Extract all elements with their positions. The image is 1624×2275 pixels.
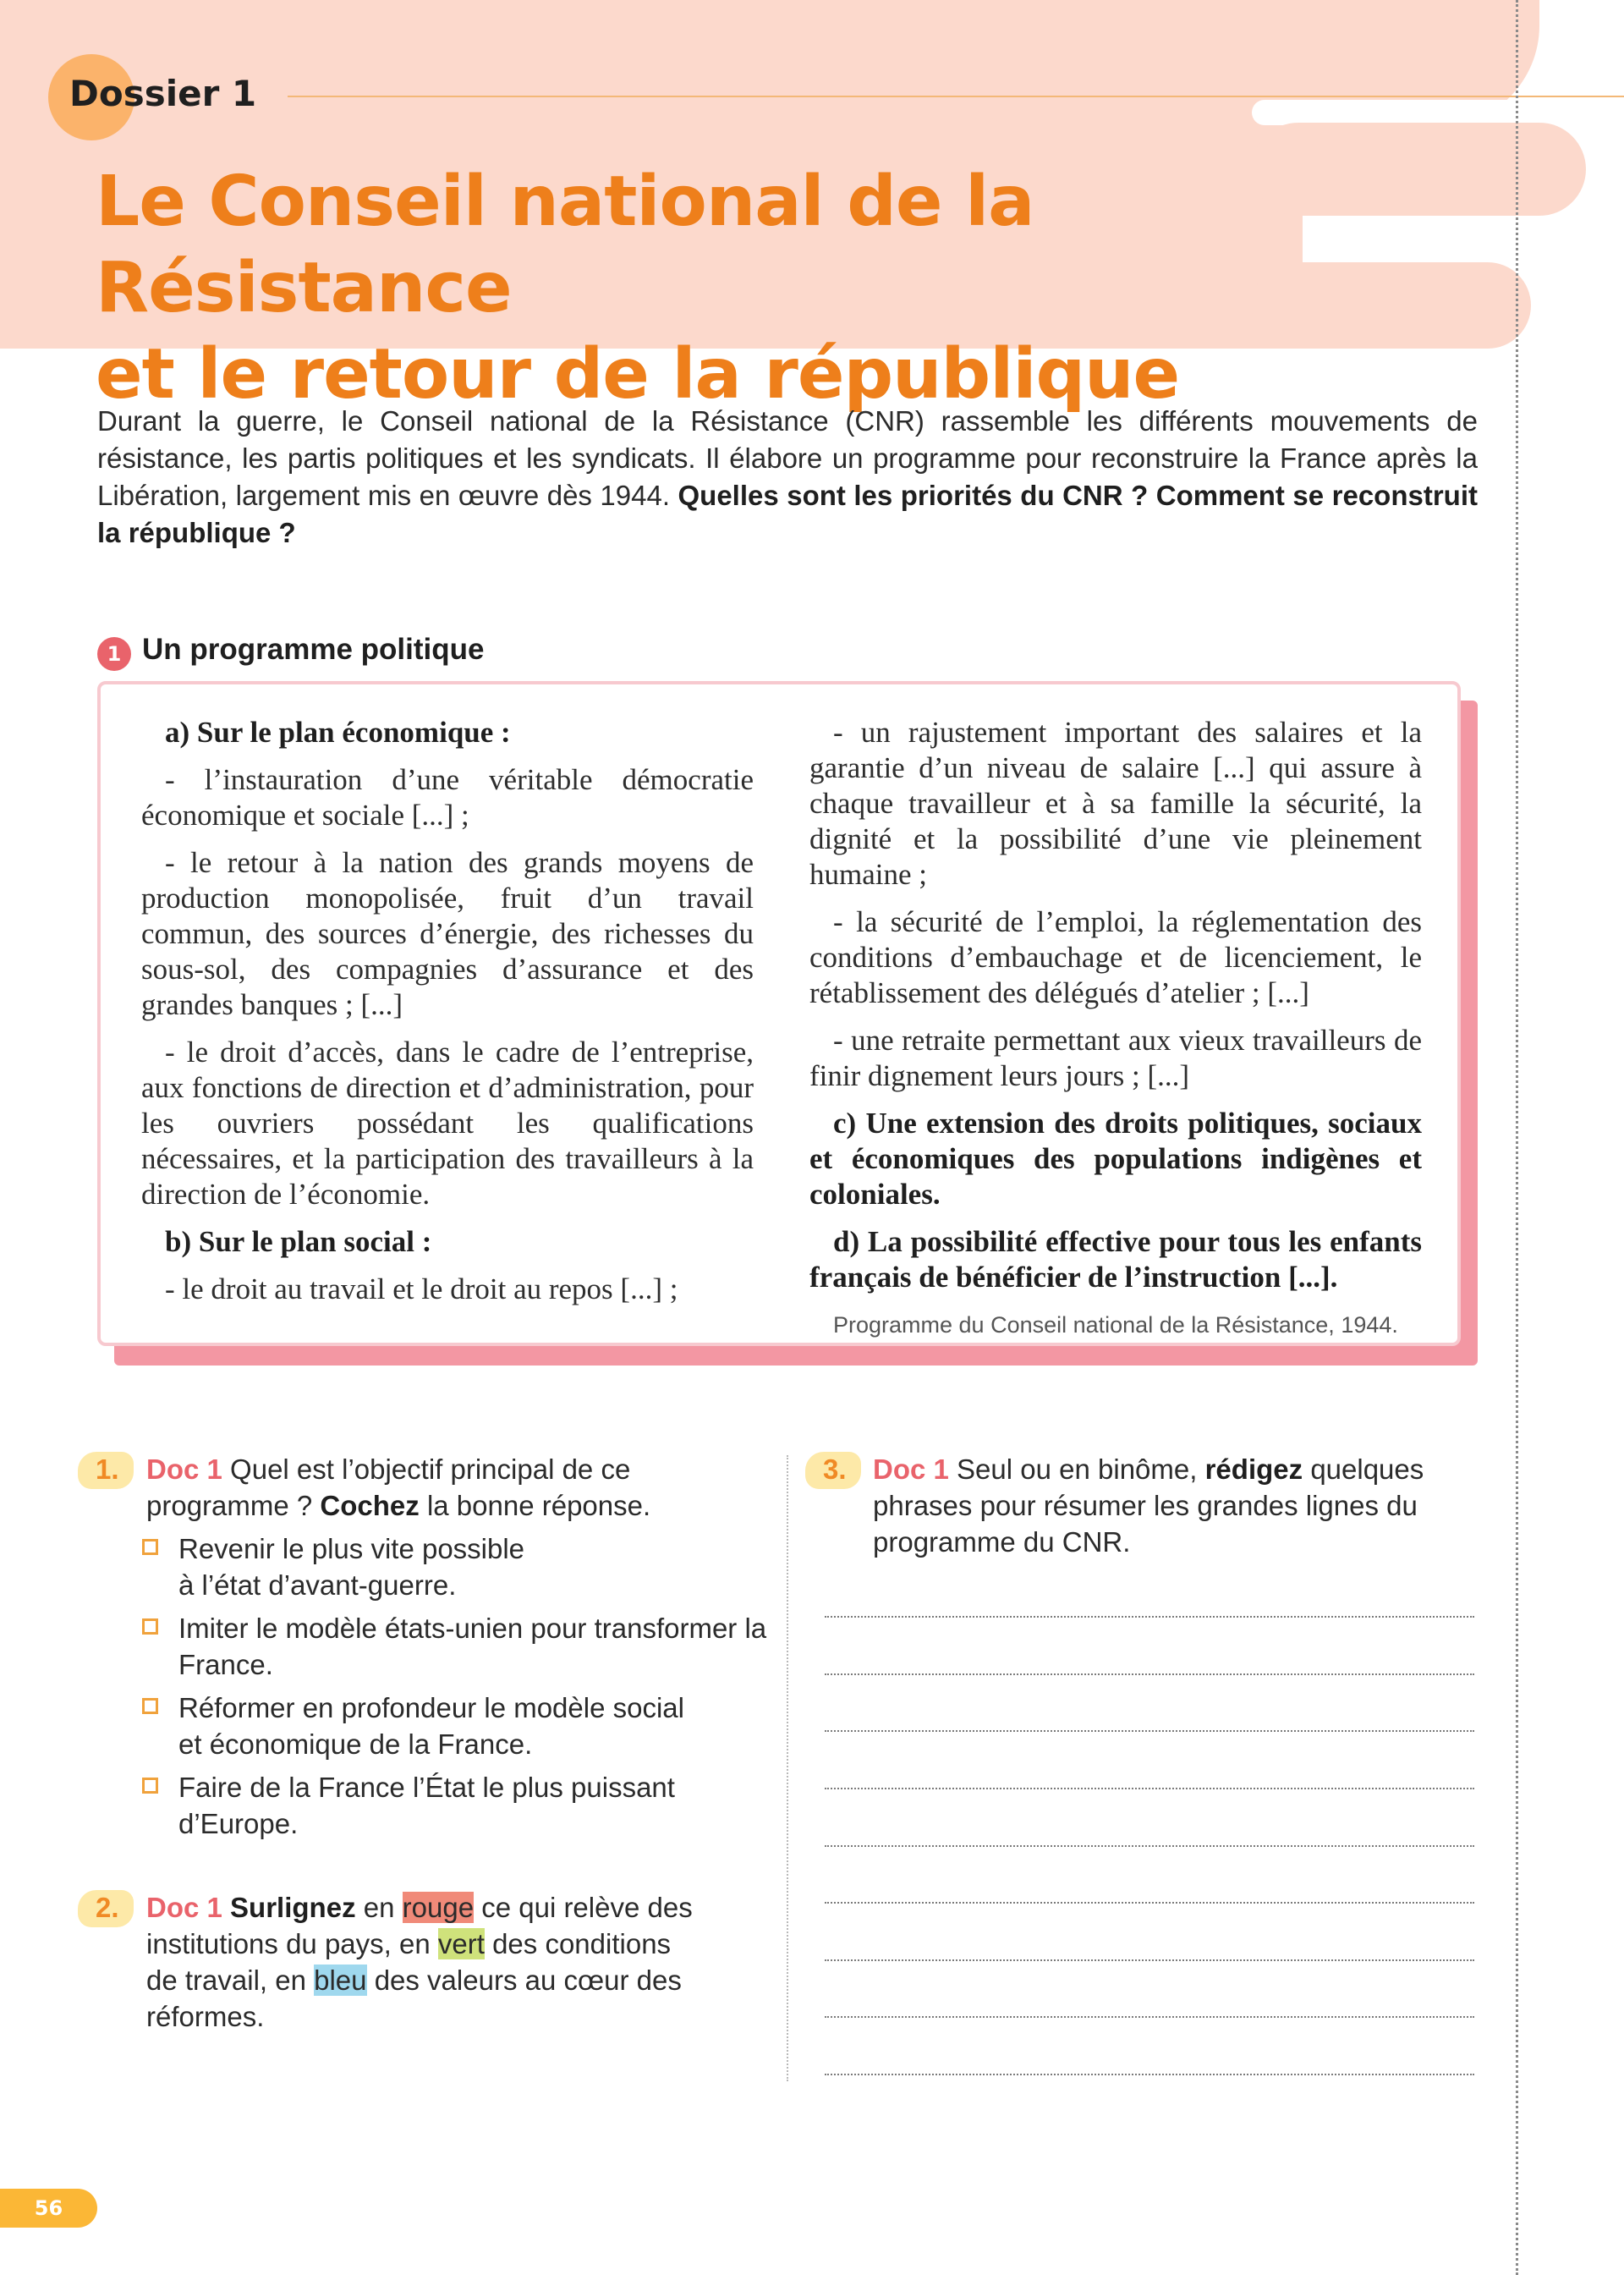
economic-item-3: - le droit d’accès, dans le cadre de l’entreprise, aux fonctions de direction et d’administration, pour les ouvriers possédant les qualifications nécessaires, et la participation des travailleurs à la direction de l’économie. bbox=[141, 1036, 754, 1211]
choice-3-label: Réformer en profondeur le modèle social et économique de la France. bbox=[178, 1692, 684, 1760]
social-item-4: - une retraite permettant aux vieux travailleurs de finir dignement leurs jours ; [...] bbox=[809, 1024, 1422, 1092]
page-fold-dotted-line bbox=[1516, 0, 1518, 2275]
page-title bbox=[96, 159, 1364, 418]
page-title-line-2: et le retour de la république bbox=[96, 334, 1180, 415]
document-right-column bbox=[809, 715, 1422, 1355]
question-2-doc-ref: Doc 1 bbox=[146, 1892, 222, 1923]
document-box bbox=[97, 681, 1461, 1346]
question-3-verb: rédigez bbox=[1204, 1453, 1303, 1485]
heading-education: d) La possibilité effective pour tous les enfants français de bénéficier de l’instruction [...]. bbox=[809, 1225, 1422, 1294]
intro-paragraph bbox=[97, 403, 1478, 552]
page-number: 56 bbox=[0, 2189, 97, 2228]
answer-line[interactable] bbox=[825, 2016, 1474, 2018]
social-item-1: - le droit au travail et le droit au repos [...] ; bbox=[165, 1272, 678, 1305]
choice-1-label: Revenir le plus vite possible à l’état d’avant-guerre. bbox=[178, 1533, 525, 1601]
question-3-number: 3. bbox=[823, 1453, 847, 1485]
answer-line[interactable] bbox=[825, 1845, 1474, 1847]
question-2-text-blue: des valeurs au cœur des réformes. bbox=[146, 1965, 682, 2032]
header-decor-gap bbox=[1252, 100, 1607, 125]
question-3-prompt-end: quelques phrases pour résumer les grandes lignes du programme du CNR. bbox=[873, 1453, 1424, 1558]
choice-1[interactable] bbox=[142, 1530, 534, 1603]
question-2-text-red: ce qui relève des institutions du pays, en bbox=[146, 1892, 693, 1959]
social-item-2: - un rajustement important des salaires et la garantie d’un niveau de salaire [...] qui assure à chaque travailleur et à sa famille la sécurité, la dignité et la possibilité d’une vie pleinement humaine ; bbox=[809, 716, 1422, 891]
answer-line[interactable] bbox=[825, 1730, 1474, 1732]
question-2-word-en: en bbox=[363, 1892, 395, 1923]
highlight-green-word: vert bbox=[437, 1928, 485, 1959]
heading-economic: a) Sur le plan économique : bbox=[165, 716, 511, 749]
page-title-line-1: Le Conseil national de la Résistance bbox=[96, 162, 1034, 328]
highlight-red-word: rouge bbox=[402, 1892, 475, 1923]
document-source: Programme du Conseil national de la Résistance, 1944. bbox=[833, 1312, 1398, 1338]
document-title: Un programme politique bbox=[142, 633, 485, 666]
intro-text: Durant la guerre, le Conseil national de la Résistance (CNR) rassemble les différents mouvements de résistance, les partis politiques et les syndicats. Il élabore un programme pour reconstruire la France après la Libération, largement mis en œuvre dès 1944. bbox=[97, 405, 1478, 511]
answer-line[interactable] bbox=[825, 1616, 1474, 1618]
checkbox[interactable] bbox=[142, 1778, 158, 1794]
intro-questions: Quelles sont les priorités du CNR ? Comment se reconstruit la république ? bbox=[97, 480, 1478, 548]
question-1-doc-ref: Doc 1 bbox=[146, 1453, 222, 1485]
choice-2-label: Imiter le modèle états-unien pour transformer la France. bbox=[178, 1613, 767, 1680]
heading-social: b) Sur le plan social : bbox=[165, 1225, 432, 1258]
economic-item-1: - l’instauration d’une véritable démocratie économique et sociale [...] ; bbox=[141, 763, 754, 832]
questions-column-divider bbox=[787, 1455, 788, 2081]
choice-2[interactable] bbox=[142, 1610, 771, 1683]
dossier-rule bbox=[288, 96, 1624, 97]
question-2-verb: Surlignez bbox=[230, 1892, 356, 1923]
economic-item-2: - le retour à la nation des grands moyens de production monopolisée, fruit d’un travail commun, des sources d’énergie, des richesses du sous-sol, des compagnies d’assurance et des grandes banques ; [...] bbox=[141, 846, 754, 1021]
question-1-verb: Cochez bbox=[320, 1490, 420, 1521]
question-1-prompt: Quel est l’objectif principal de ce programme ? bbox=[146, 1453, 631, 1521]
answer-line[interactable] bbox=[825, 1959, 1474, 1961]
question-3-prompt: Seul ou en binôme, bbox=[957, 1453, 1198, 1485]
checkbox[interactable] bbox=[142, 1618, 158, 1635]
answer-line[interactable] bbox=[825, 1902, 1474, 1904]
question-1-text bbox=[146, 1451, 738, 1524]
document-number-badge: 1 bbox=[97, 637, 131, 671]
question-1-number: 1. bbox=[96, 1453, 119, 1485]
answer-line[interactable] bbox=[825, 1788, 1474, 1789]
choice-4-label: Faire de la France l’État le plus puissant d’Europe. bbox=[178, 1772, 675, 1839]
question-2-text-green: des conditions de travail, en bbox=[146, 1928, 672, 1996]
question-2-text bbox=[146, 1889, 705, 2035]
question-3-doc-ref: Doc 1 bbox=[873, 1453, 949, 1485]
question-2-number: 2. bbox=[96, 1892, 119, 1923]
dossier-label: Dossier 1 bbox=[69, 73, 257, 114]
choice-4[interactable] bbox=[142, 1769, 686, 1842]
checkbox[interactable] bbox=[142, 1539, 158, 1555]
highlight-blue-word: bleu bbox=[314, 1965, 367, 1996]
question-3-text bbox=[873, 1451, 1465, 1560]
question-1-prompt-end: la bonne réponse. bbox=[426, 1490, 651, 1521]
answer-line[interactable] bbox=[825, 2074, 1474, 2075]
document-left-column bbox=[141, 715, 754, 1319]
heading-colonial-rights: c) Une extension des droits politiques, sociaux et économiques des populations indigènes et coloniales. bbox=[809, 1107, 1422, 1211]
checkbox[interactable] bbox=[142, 1698, 158, 1714]
social-item-3: - la sécurité de l’emploi, la réglementation des conditions d’embauchage et de licenciement, le rétablissement des délégués d’atelier ; [...] bbox=[809, 905, 1422, 1009]
choice-3[interactable] bbox=[142, 1690, 711, 1762]
answer-line[interactable] bbox=[825, 1673, 1474, 1675]
